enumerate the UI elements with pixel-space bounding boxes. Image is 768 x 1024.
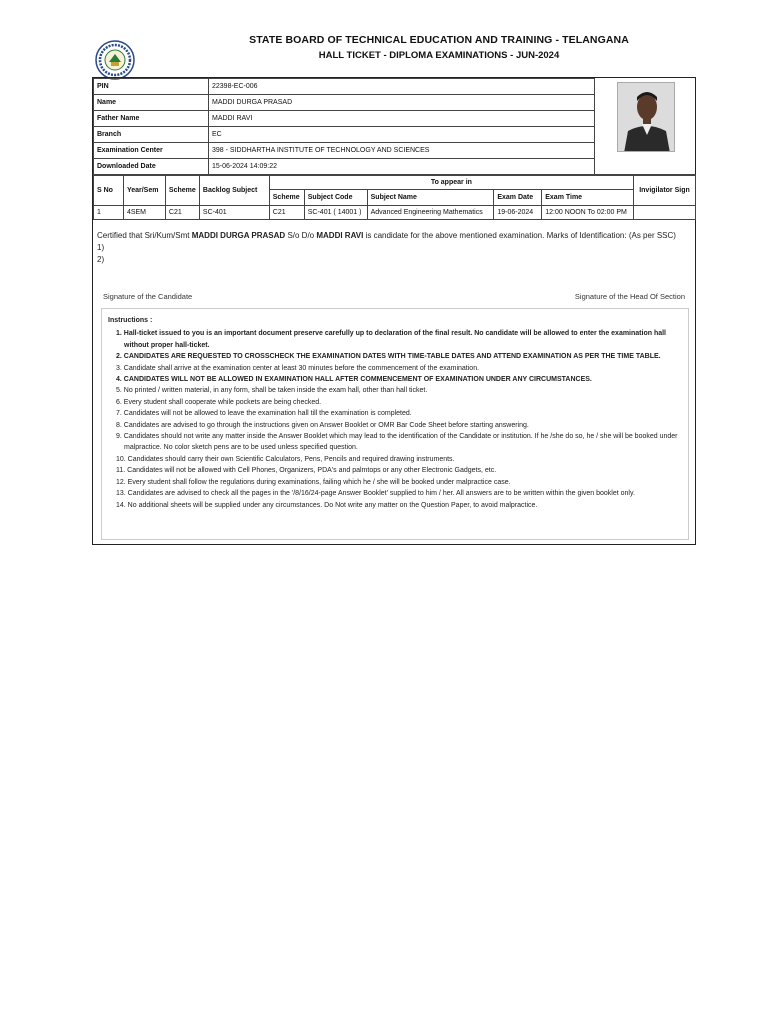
hall-ticket-title: HALL TICKET - DIPLOMA EXAMINATIONS - JUN-2024 xyxy=(318,50,560,61)
candidate-photo xyxy=(617,82,675,152)
list-item: 11. Candidates will not be allowed with Cell Phones, Organizers, PDA's and palmtops or any other Electronic Gadgets, etc. xyxy=(116,467,497,475)
col-year-sem: Year/Sem xyxy=(123,176,165,206)
head-signature-label: Signature of the Head Of Section xyxy=(574,292,685,301)
certification-text xyxy=(97,230,689,266)
info-value: 398 - SIDDHARTHA INSTITUTE OF TECHNOLOGY AND SCIENCES xyxy=(209,143,595,159)
col-backlog-subject: Backlog Subject xyxy=(199,176,269,206)
list-item: 9. Candidates should not write any matter inside the Answer Booklet which may lead to the identification of the Candidate or institution. If he /she do so, he / she will be booked under malpractice. No color sketch pens are to be used unless specified question. xyxy=(116,433,678,452)
candidate-info-table xyxy=(93,78,595,175)
hall-ticket-frame xyxy=(92,77,696,545)
col-sno: S No xyxy=(94,176,124,206)
info-row-pin xyxy=(94,79,595,95)
instructions-heading: Instructions : xyxy=(108,317,153,324)
candidate-signature-label: Signature of the Candidate xyxy=(103,292,193,301)
cell-exam-time: 12:00 NOON To 02:00 PM xyxy=(542,206,634,220)
info-row-father-name xyxy=(94,111,595,127)
col-scheme: Scheme xyxy=(165,176,199,206)
cell-invigilator-sign xyxy=(633,206,695,220)
instructions-box xyxy=(101,308,689,540)
cell-subject-code: SC-401 ( 14001 ) xyxy=(304,206,367,220)
sbtet-logo-icon xyxy=(95,40,135,80)
cell-sub-scheme: C21 xyxy=(269,206,304,220)
list-item: 7. Candidates will not be allowed to leave the examination hall till the examination is completed. xyxy=(116,410,412,418)
info-value: 22398-EC-006 xyxy=(209,79,595,95)
info-label: Branch xyxy=(94,127,209,143)
info-value: MADDI DURGA PRASAD xyxy=(209,95,595,111)
cell-backlog-subject: SC-401 xyxy=(199,206,269,220)
col-exam-date: Exam Date xyxy=(494,190,542,206)
col-invigilator-sign: Invigilator Sign xyxy=(633,176,695,206)
cert-candidate-name: MADDI DURGA PRASAD xyxy=(191,231,286,240)
cell-year-sem: 4SEM xyxy=(123,206,165,220)
info-label: PIN xyxy=(94,79,209,95)
info-label: Father Name xyxy=(94,111,209,127)
certification-line xyxy=(97,230,689,242)
list-item: 8. Candidates are advised to go through the instructions given on Answer Booklet or OMR Bar Code Sheet before starting answering. xyxy=(116,421,529,429)
info-label: Name xyxy=(94,95,209,111)
col-sub-scheme: Scheme xyxy=(269,190,304,206)
list-item: 14. No additional sheets will be supplied under any circumstances. Do Not write any matter on the Question Paper, to avoid malpractice. xyxy=(116,501,538,509)
info-label: Examination Center xyxy=(94,143,209,159)
list-item: 10. Candidates should carry their own Scientific Calculators, Pens, Pencils and required drawing instruments. xyxy=(116,455,455,463)
person-silhouette-icon xyxy=(618,83,675,152)
cert-prefix: Certified that Sri/Kum/Smt xyxy=(97,231,190,240)
photo-box xyxy=(594,78,696,175)
table-row xyxy=(94,206,696,220)
cell-exam-date: 19-06-2024 xyxy=(494,206,542,220)
cell-subject-name: Advanced Engineering Mathematics xyxy=(367,206,494,220)
info-label: Downloaded Date xyxy=(94,159,209,175)
col-subject-code: Subject Code xyxy=(304,190,367,206)
info-value: 15-06-2024 14:09:22 xyxy=(209,159,595,175)
cert-suffix: is candidate for the above mentioned examination. Marks of Identification: (As per SSC) xyxy=(365,231,676,240)
cert-relation: S/o D/o xyxy=(287,231,315,240)
info-row-name xyxy=(94,95,595,111)
col-exam-time: Exam Time xyxy=(542,190,634,206)
info-row-branch xyxy=(94,127,595,143)
identification-mark-2: 2) xyxy=(97,255,105,264)
list-item: 4. CANDIDATES WILL NOT BE ALLOWED IN EXAMINATION HALL AFTER COMMENCEMENT OF EXAMINATION UNDER ANY CIRCUMSTANCES. xyxy=(116,376,592,384)
list-item: 3. Candidate shall arrive at the examination center at least 30 minutes before the commencement of the examination. xyxy=(116,364,480,372)
examination-table xyxy=(93,175,696,220)
info-row-examination-center xyxy=(94,143,595,159)
list-item: 1. Hall-ticket issued to you is an important document preserve carefully up to declaration of the final result. No candidate will be allowed to enter the examination hall without proper hall-ticket. xyxy=(116,330,667,349)
cell-scheme: C21 xyxy=(165,206,199,220)
list-item: 2. CANDIDATES ARE REQUESTED TO CROSSCHECK THE EXAMINATION DATES WITH TIME-TABLE DATES AND ATTEND EXAMINATION AS PER THE TIME TABLE. xyxy=(116,353,661,361)
col-subject-name: Subject Name xyxy=(367,190,494,206)
exam-header-row xyxy=(94,176,696,190)
info-value: MADDI RAVI xyxy=(209,111,595,127)
col-to-appear-in: To appear in xyxy=(269,176,633,190)
list-item: 5. No printed / written material, in any form, shall be taken inside the exam hall, other than hall ticket. xyxy=(116,387,428,395)
identification-mark-1: 1) xyxy=(97,243,105,252)
info-row-downloaded-date xyxy=(94,159,595,175)
board-title: STATE BOARD OF TECHNICAL EDUCATION AND TRAINING - TELANGANA xyxy=(249,34,629,46)
list-item: 12. Every student shall follow the regulations during examinations, failing which he / she will be booked under malpractice case. xyxy=(116,478,511,486)
cell-sno: 1 xyxy=(94,206,124,220)
list-item: 13. Candidates are advised to check all the pages in the '/8/16/24-page Answer Booklet' supplied to him / her. All answers are to be written within the given booklet only. xyxy=(116,490,635,498)
list-item: 6. Every student shall cooperate while pockets are being checked. xyxy=(116,398,322,406)
info-value: EC xyxy=(209,127,595,143)
cert-parent-name: MADDI RAVI xyxy=(316,231,364,240)
page-header xyxy=(0,32,768,72)
